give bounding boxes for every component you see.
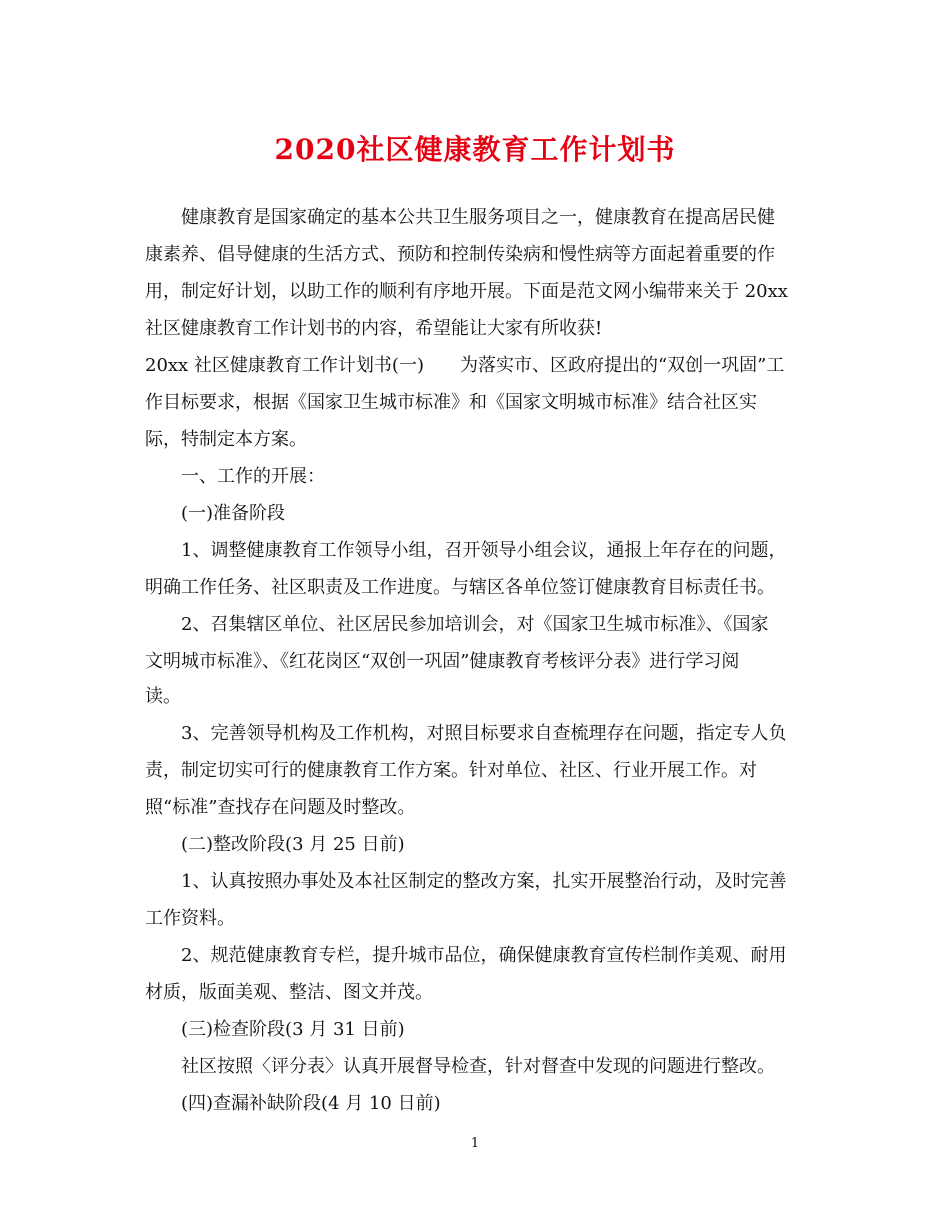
subsection-heading: (一)准备阶段 — [145, 503, 286, 524]
body-line: 读。 — [145, 686, 181, 707]
body-line: 2、规范健康教育专栏，提升城市品位，确保健康教育宣传栏制作美观、耐用 — [145, 945, 787, 966]
body-line: 照“标准”查找存在问题及时整改。 — [145, 797, 416, 818]
subsection-heading: (三)检查阶段(3 月 31 日前) — [145, 1019, 405, 1040]
body-line: 康素养、倡导健康的生活方式、预防和控制传染病和慢性病等方面起着重要的作 — [145, 244, 775, 265]
body-line: 际，特制定本方案。 — [145, 429, 307, 450]
body-line: 3、完善领导机构及工作机构，对照目标要求自查梳理存在问题，指定专人负 — [145, 723, 787, 744]
body-line: 1、调整健康教育工作领导小组，召开领导小组会议，通报上年存在的问题， — [145, 540, 787, 561]
body-line: 社区健康教育工作计划书的内容，希望能让大家有所收获! — [145, 318, 603, 339]
body-line: 社区按照〈评分表〉认真开展督导检查，针对督查中发现的问题进行整改。 — [145, 1056, 775, 1077]
body-line: 健康教育是国家确定的基本公共卫生服务项目之一，健康教育在提高居民健 — [145, 207, 775, 228]
body-line: 工作资料。 — [145, 908, 235, 929]
body-line: 1、认真按照办事处及本社区制定的整改方案，扎实开展整治行动，及时完善 — [145, 871, 787, 892]
document-title: 2020社区健康教育工作计划书 — [274, 133, 676, 166]
body-line: 2、召集辖区单位、社区居民参加培训会，对《国家卫生城市标准》、《国家 — [145, 614, 769, 635]
body-line: 材质，版面美观、整洁、图文并茂。 — [145, 982, 433, 1003]
subsection-heading: (二)整改阶段(3 月 25 日前) — [145, 834, 405, 855]
body-line: 作目标要求，根据《国家卫生城市标准》和《国家文明城市标准》结合社区实 — [145, 392, 757, 413]
body-line: 20xx 社区健康教育工作计划书(一) 为落实市、区政府提出的“双创一巩固”工 — [145, 355, 785, 376]
body-line: 明确工作任务、社区职责及工作进度。与辖区各单位签订健康教育目标责任书。 — [145, 577, 775, 598]
body-line: 文明城市标准》、《红花岗区“双创一巩固”健康教育考核评分表》进行学习阅 — [145, 651, 740, 672]
section-heading: 一、工作的开展： — [145, 466, 325, 487]
subsection-heading: (四)查漏补缺阶段(4 月 10 日前) — [145, 1093, 441, 1114]
page-number: 1 — [470, 1136, 480, 1151]
body-line: 用，制定好计划，以助工作的顺利有序地开展。下面是范文网小编带来关于 20xx — [145, 281, 788, 302]
body-line: 责，制定切实可行的健康教育工作方案。针对单位、社区、行业开展工作。对 — [145, 760, 757, 781]
